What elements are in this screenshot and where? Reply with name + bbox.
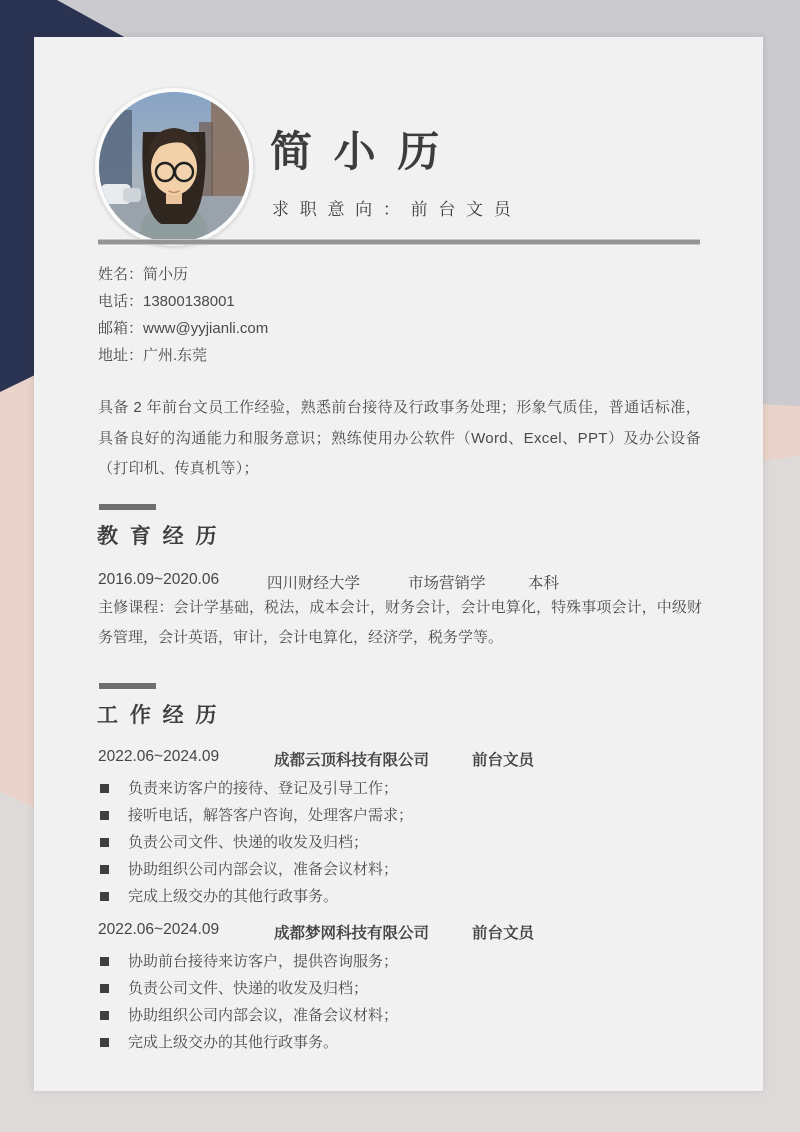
job-position: 前台文员: [472, 752, 535, 769]
candidate-name: 简 小 历: [270, 128, 445, 175]
job-period: 2022.06~2024.09: [98, 921, 220, 938]
job-duty-text: 接听电话，解答客户咨询，处理客户需求；: [128, 807, 414, 824]
job-duty-text: 协助组织公司内部会议，准备会议材料；: [128, 861, 399, 878]
job-period: 2022.06~2024.09: [98, 748, 220, 765]
bullet-square-icon: [100, 892, 109, 901]
job-duty-item: [100, 805, 413, 832]
portrait-illustration: [99, 92, 249, 242]
work-section-title: 工 作 经 历: [97, 704, 220, 727]
education-major: 市场营销学: [408, 575, 486, 592]
bullet-square-icon: [100, 1038, 109, 1047]
job-intention: 求 职 意 向 ： 前 台 文 员: [272, 200, 514, 219]
job-duty-text: 协助前台接待来访客户，提供咨询服务；: [128, 953, 399, 970]
job-duty-text: 完成上级交办的其他行政事务。: [128, 1034, 339, 1051]
section-accent-bar: [99, 683, 156, 689]
profile-photo: [95, 88, 253, 246]
resume-card: [34, 37, 763, 1091]
contact-line: 电话：13800138001: [98, 293, 235, 310]
job-duty-text: 负责公司文件、快递的收发及归档；: [128, 980, 369, 997]
job-duty-text: 完成上级交办的其他行政事务。: [128, 888, 339, 905]
education-degree: 本科: [528, 575, 560, 592]
job-duty-item: [100, 1005, 398, 1032]
section-accent-bar: [99, 504, 156, 510]
education-section-title: 教 育 经 历: [97, 525, 220, 548]
job-duty-item: [100, 859, 413, 886]
contact-info: [98, 261, 268, 369]
job-duty-item: [100, 978, 398, 1005]
job-position: 前台文员: [472, 925, 535, 942]
education-school: 四川财经大学: [267, 575, 361, 592]
job-company: 成都云顶科技有限公司: [274, 752, 430, 769]
bullet-square-icon: [100, 865, 109, 874]
header-divider: [98, 239, 700, 245]
contact-line: 地址：广州.东莞: [98, 347, 208, 364]
bullet-square-icon: [100, 1011, 109, 1020]
job-duty-item: [100, 1032, 398, 1059]
bullet-square-icon: [100, 784, 109, 793]
bullet-square-icon: [100, 811, 109, 820]
job-duty-list: [100, 778, 413, 913]
education-courses: 主修课程：会计学基础，税法，成本会计，财务会计，会计电算化，特殊事项会计，中级财务管理，会计英语，审计，会计电算化，经济学，税务学等。: [98, 599, 702, 646]
job-duty-item: [100, 832, 413, 859]
job-duty-item: [100, 951, 398, 978]
profile-summary: 具备 2 年前台文员工作经验，熟悉前台接待及行政事务处理；形象气质佳，普通话标准，具备良好的沟通能力和服务意识；熟练使用办公软件（Word、Excel、PPT）及办公设备（打印机、传真机等）；: [98, 399, 701, 477]
education-entry: [98, 571, 559, 593]
job-duty-text: 协助组织公司内部会议，准备会议材料；: [128, 1007, 399, 1024]
job-duty-item: [100, 778, 413, 805]
bullet-square-icon: [100, 984, 109, 993]
job-duty-text: 负责来访客户的接待、登记及引导工作；: [128, 780, 399, 797]
job-duty-text: 负责公司文件、快递的收发及归档；: [128, 834, 369, 851]
education-period: 2016.09~2020.06: [98, 571, 220, 588]
job-duty-item: [100, 886, 413, 913]
bullet-square-icon: [100, 838, 109, 847]
bullet-square-icon: [100, 957, 109, 966]
job-entry-header: [98, 921, 534, 943]
job-company: 成都梦网科技有限公司: [274, 925, 430, 942]
contact-line: 姓名：简小历: [98, 266, 189, 283]
job-duty-list: [100, 951, 398, 1059]
job-entry-header: [98, 748, 534, 770]
contact-line: 邮箱：www@yyjianli.com: [98, 320, 269, 337]
